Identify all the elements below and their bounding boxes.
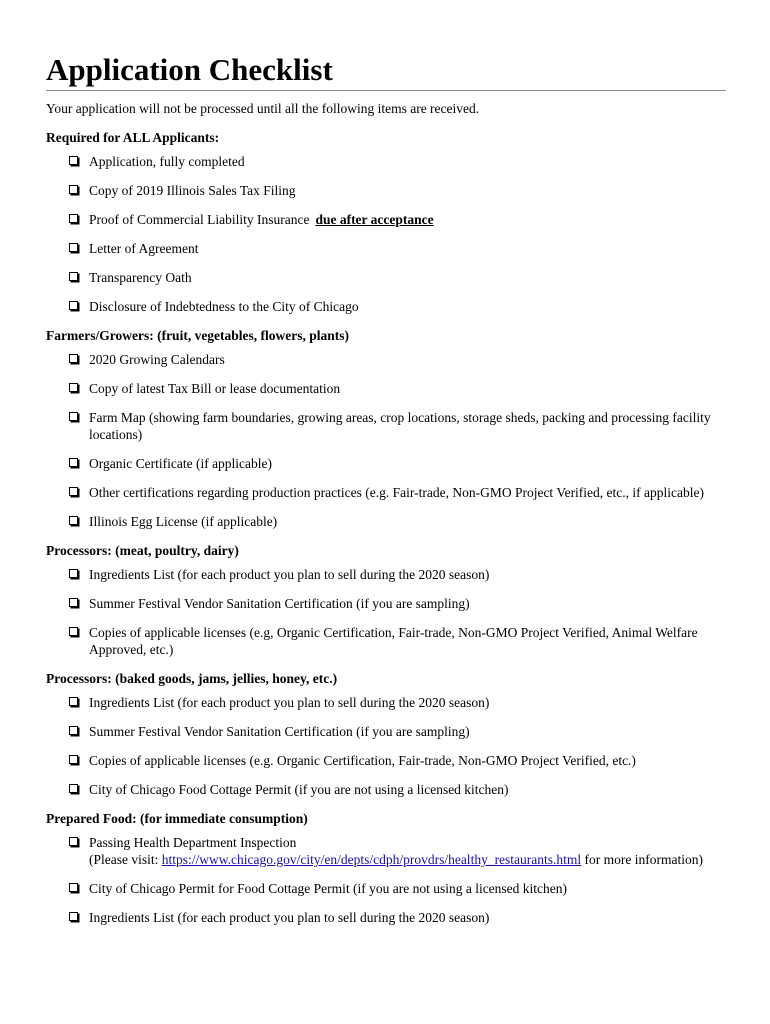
checklist-item (46, 781, 726, 798)
checklist-item (46, 484, 726, 501)
checklist-items (46, 834, 726, 926)
visit-suffix: for more information) (581, 852, 704, 867)
section-heading: Prepared Food: (for immediate consumption) (46, 811, 308, 826)
checklist-item (46, 723, 726, 740)
checklist-item (46, 752, 726, 769)
item-label-with-note (89, 211, 726, 228)
item-label: Summer Festival Vendor Sanitation Certification (if you are sampling) (89, 724, 470, 739)
checklist-item (46, 566, 726, 583)
checkbox[interactable] (69, 627, 78, 636)
checkbox[interactable] (69, 726, 78, 735)
checklist-item (46, 694, 726, 711)
checklist-item (46, 211, 726, 228)
checkbox[interactable] (69, 487, 78, 496)
item-label: Copy of 2019 Illinois Sales Tax Filing (89, 183, 296, 198)
checkbox[interactable] (69, 156, 78, 165)
item-label: Copies of applicable licenses (e.g, Organic Certification, Fair-trade, Non-GMO Project Verified, Animal Welfare Approved, etc.) (89, 625, 698, 657)
section-processors-meat (46, 542, 726, 658)
due-note: due after acceptance (315, 212, 434, 227)
item-label: Summer Festival Vendor Sanitation Certification (if you are sampling) (89, 596, 470, 611)
checkbox[interactable] (69, 837, 78, 846)
item-label: Illinois Egg License (if applicable) (89, 514, 278, 529)
checklist-items (46, 153, 726, 315)
item-label: City of Chicago Permit for Food Cottage Permit (if you are not using a licensed kitchen) (89, 881, 568, 896)
checklist-item (46, 595, 726, 612)
item-label: Ingredients List (for each product you plan to sell during the 2020 season) (89, 695, 490, 710)
checklist-item (46, 409, 726, 443)
section-heading: Processors: (baked goods, jams, jellies, honey, etc.) (46, 671, 338, 686)
checklist-item (46, 269, 726, 286)
checkbox[interactable] (69, 784, 78, 793)
health-inspection-link[interactable]: https://www.chicago.gov/city/en/depts/cdph/provdrs/healthy_restaurants.html (161, 852, 582, 867)
visit-prefix: (Please visit: (89, 852, 162, 867)
section-heading: Farmers/Growers: (fruit, vegetables, flowers, plants) (46, 328, 350, 343)
checklist-item (46, 240, 726, 257)
item-label: Copy of latest Tax Bill or lease documentation (89, 381, 341, 396)
item-label: Ingredients List (for each product you plan to sell during the 2020 season) (89, 910, 490, 925)
checklist-item (46, 298, 726, 315)
checklist-items (46, 351, 726, 530)
item-label: Ingredients List (for each product you plan to sell during the 2020 season) (89, 567, 490, 582)
intro-text: Your application will not be processed until all the following items are received. (46, 101, 480, 116)
checklist-item (46, 380, 726, 397)
checkbox[interactable] (69, 883, 78, 892)
section-heading: Required for ALL Applicants: (46, 130, 220, 145)
item-label: 2020 Growing Calendars (89, 352, 225, 367)
checklist-item (46, 909, 726, 926)
checkbox[interactable] (69, 755, 78, 764)
item-label: Application, fully completed (89, 154, 245, 169)
item-label: Transparency Oath (89, 270, 192, 285)
section-all-applicants (46, 129, 726, 315)
checklist-item (46, 624, 726, 658)
checklist-item (46, 153, 726, 170)
checkbox[interactable] (69, 458, 78, 467)
checkbox[interactable] (69, 354, 78, 363)
checklist-items (46, 566, 726, 658)
checklist-item (46, 513, 726, 530)
checkbox[interactable] (69, 912, 78, 921)
checkbox[interactable] (69, 383, 78, 392)
checklist-item (46, 834, 726, 868)
item-label: Copies of applicable licenses (e.g. Organic Certification, Fair-trade, Non-GMO Project Verified, etc.) (89, 753, 636, 768)
section-prepared-food (46, 810, 726, 926)
item-label: Letter of Agreement (89, 241, 199, 256)
checkbox[interactable] (69, 569, 78, 578)
checklist-item (46, 182, 726, 199)
section-farmers-growers (46, 327, 726, 530)
checkbox[interactable] (69, 243, 78, 252)
checklist-item (46, 351, 726, 368)
item-label: Farm Map (showing farm boundaries, growing areas, crop locations, storage sheds, packing and processing facility locations) (89, 410, 711, 442)
checklist-item (46, 880, 726, 897)
checkbox[interactable] (69, 697, 78, 706)
checkbox[interactable] (69, 301, 78, 310)
item-label-with-link (89, 834, 726, 868)
section-processors-baked (46, 670, 726, 798)
checkbox[interactable] (69, 185, 78, 194)
page-title: Application Checklist (46, 52, 726, 91)
checklist-items (46, 694, 726, 798)
item-label: Disclosure of Indebtedness to the City of Chicago (89, 299, 359, 314)
checklist-item (46, 455, 726, 472)
checkbox[interactable] (69, 516, 78, 525)
checkbox[interactable] (69, 214, 78, 223)
checkbox[interactable] (69, 272, 78, 281)
section-heading: Processors: (meat, poultry, dairy) (46, 543, 239, 558)
item-label: City of Chicago Food Cottage Permit (if you are not using a licensed kitchen) (89, 782, 509, 797)
item-label: Organic Certificate (if applicable) (89, 456, 273, 471)
item-label: Proof of Commercial Liability Insurance (89, 212, 310, 227)
item-label: Other certifications regarding production practices (e.g. Fair-trade, Non-GMO Project Verified, etc., if applicable) (89, 485, 704, 500)
checkbox[interactable] (69, 412, 78, 421)
checkbox[interactable] (69, 598, 78, 607)
item-label: Passing Health Department Inspection (89, 835, 297, 850)
